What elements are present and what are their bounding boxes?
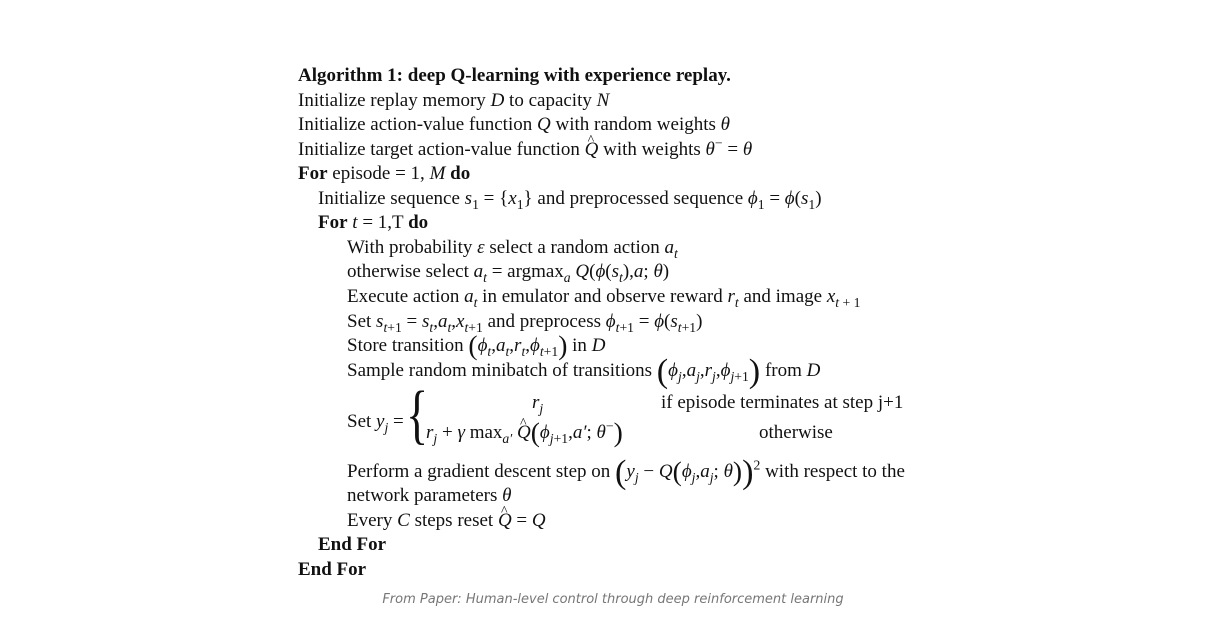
algo-line-init-sequence: Initialize sequence $s_1 = \{x_1\}$ and preprocessed sequence $\phi_1 = \phi(s_1)$: [318, 188, 822, 212]
case2-expression: $r_j + \gamma$ $\max_{a'}$ ^ $Q(\phi_{j+1},a'$; θ−): [426, 421, 623, 445]
case1-condition: if episode terminates at step j+1: [661, 392, 904, 413]
algo-line-init-q: Initialize action-value function Q with random weights θ: [298, 114, 730, 135]
algo-line-init-target: Initialize target action-value function ^ Q with weights θ− = θ: [298, 138, 752, 162]
algo-line-execute: Execute action $a_t$ in emulator and observe reward $r_t$ and image $x_{t + 1}$: [347, 286, 861, 310]
algo-line-end-for-inner: End For: [318, 534, 387, 555]
algo-line-reset: Every C steps reset ^ Q = Q: [347, 509, 546, 533]
algorithm-title: Algorithm 1: deep Q-learning with experience replay.: [298, 65, 731, 86]
algo-line-set-target: Set $y_j$ =: [347, 411, 404, 435]
algo-line-random-action: With probability ε select a random action $a_t$: [347, 237, 678, 261]
algo-line-store: Store transition $(\phi_t,a_t,r_t,\phi_{t+1})$ in D: [347, 329, 606, 361]
figure-caption: From Paper: Human-level control through deep reinforcement learning: [382, 592, 844, 607]
case1-expression: $r_j$: [532, 392, 544, 416]
algo-line-greedy-action: otherwise select $a_t = argmax_a$ $Q(\phi(s_t),a$; θ): [347, 261, 670, 285]
algo-line-gradient: Perform a gradient descent step on ($y_j - Q(\phi_j,a_j$; θ))$^2$ with respect to the: [347, 454, 905, 492]
algo-line-sample: Sample random minibatch of transitions $(\phi_j,a_j,r_j,\phi_{j+1})$ from D: [347, 353, 821, 391]
case2-condition: otherwise: [759, 422, 833, 443]
algo-line-init-memory: Initialize replay memory D to capacity N: [298, 90, 610, 111]
algo-line-set-state: Set $s_{t+1} = s_t,a_t,x_{t+1}$ and preprocess $\phi_{t+1} = \phi(s_{t+1})$: [347, 311, 703, 335]
algo-line-for-episode: For episode = 1, M do: [298, 163, 471, 184]
case-brace: {: [406, 378, 429, 451]
algo-line-for-t: For t = 1,T do: [318, 212, 429, 233]
algo-line-gradient-cont: network parameters θ: [347, 485, 512, 506]
algo-line-end-for-outer: End For: [298, 559, 367, 580]
